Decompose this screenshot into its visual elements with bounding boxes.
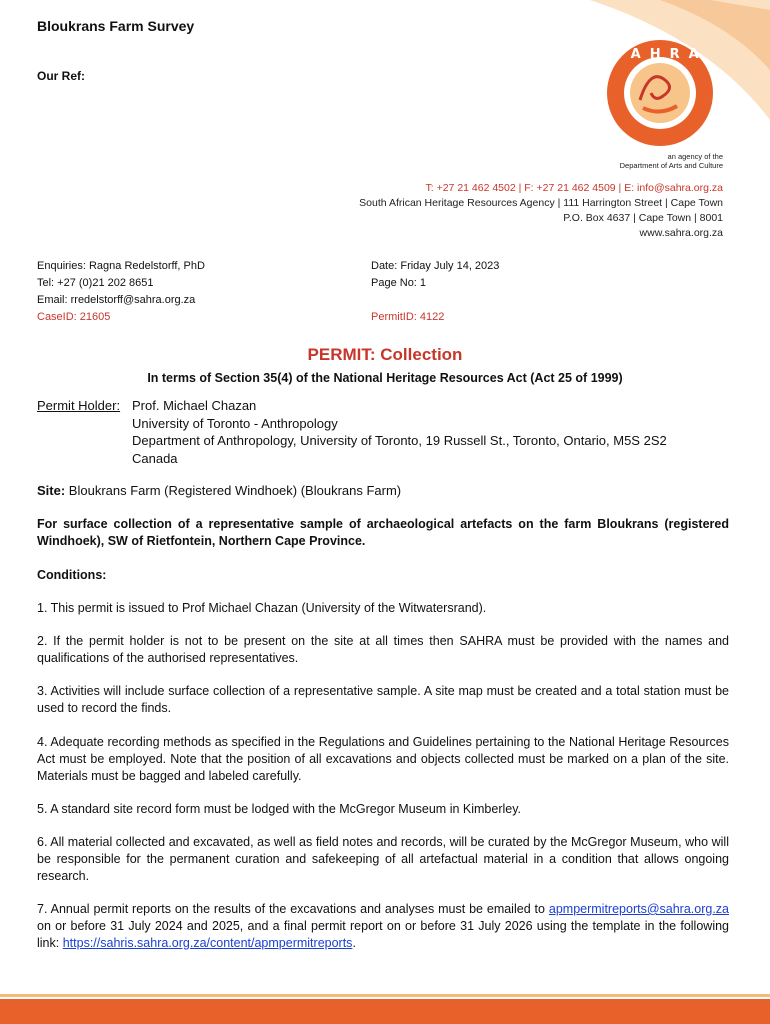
permit-title: PERMIT: Collection — [307, 345, 463, 364]
our-ref-label: Our Ref: — [37, 69, 85, 83]
report-email-link[interactable]: apmpermitreports@sahra.org.za — [548, 902, 729, 916]
enquiries: Enquiries: Ragna Redelstorff, PhD — [37, 260, 205, 272]
holder-address: Department of Anthropology, University of Toronto, 19 Russell St., Toronto, Ontario, M5S 2S2 — [132, 433, 667, 448]
contact-phone-email: T: +27 21 462 4502 | F: +27 21 462 4509 | E: info@sahra.org.za — [425, 182, 723, 194]
holder-country: Canada — [132, 450, 178, 466]
date: Date: Friday July 14, 2023 — [371, 260, 500, 272]
permit-holder-block — [37, 397, 667, 467]
contact-website[interactable]: www.sahra.org.za — [639, 227, 723, 239]
condition-2: 2. If the permit holder is not to be present on the site at all times then SAHRA must be provided with the names and qualifications of the authorised representatives. — [37, 634, 729, 665]
conditions-heading: Conditions: — [37, 568, 107, 582]
condition-6: 6. All material collected and excavated, as well as field notes and records, will be curated by the McGregor Museum, who will be responsible for the permanent curation and safekeeping of all artefactual material in a condition that allows ongoing research. — [37, 835, 729, 883]
telephone: Tel: +27 (0)21 202 8651 — [37, 277, 154, 289]
agency-line-2: Department of Arts and Culture — [619, 161, 723, 170]
condition-3: 3. Activities will include surface collection of a representative sample. A site map must be created and a total station must be used to record the finds. — [37, 684, 729, 715]
permit-purpose: For surface collection of a representative sample of archaeological artefacts on the farm Bloukrans (registered Windhoek), SW of Rietfontein, Northern Cape Province. — [37, 517, 729, 548]
holder-name: Prof. Michael Chazan — [132, 398, 257, 413]
permit-holder-label: Permit Holder: — [37, 398, 121, 413]
contact-address: South African Heritage Resources Agency | 111 Harrington Street | Cape Town — [359, 197, 723, 209]
condition-4: 4. Adequate recording methods as specified in the Regulations and Guidelines pertaining to the National Heritage Resources Act must be employed. Note that the position of all excavations and objects collected must be marked on a plan of the site. Materials must be bagged and labeled carefully. — [37, 735, 729, 783]
footer-stripe-light — [0, 994, 770, 997]
email: Email: rredelstorff@sahra.org.za — [37, 294, 196, 306]
condition-7-text-b: on or before 31 July 2024 and 2025, and a final permit report on or before 31 July 2026 using the template in the following link: — [37, 919, 729, 950]
case-id: CaseID: 21605 — [37, 311, 111, 323]
permit-subtitle: In terms of Section 35(4) of the National Heritage Resources Act (Act 25 of 1999) — [147, 371, 623, 385]
report-template-link[interactable]: https://sahris.sahra.org.za/content/apmpermitreports — [62, 936, 353, 950]
survey-title: Bloukrans Farm Survey — [37, 18, 195, 34]
site-label: Site: — [37, 483, 66, 498]
sahra-logo — [605, 38, 715, 148]
contact-po-box: P.O. Box 4637 | Cape Town | 8001 — [563, 212, 723, 224]
agency-line-1: an agency of the — [667, 152, 723, 161]
holder-institution: University of Toronto - Anthropology — [132, 415, 338, 431]
footer-stripe-orange — [0, 999, 770, 1024]
site-line — [37, 483, 401, 498]
site-value: Bloukrans Farm (Registered Windhoek) (Bloukrans Farm) — [68, 483, 402, 498]
condition-7-text-a: 7. Annual permit reports on the results of the excavations and analyses must be emailed to — [37, 902, 545, 916]
permit-id: PermitID: 4122 — [371, 311, 445, 323]
condition-1: 1. This permit is issued to Prof Michael Chazan (University of the Witwatersrand). — [37, 601, 487, 615]
condition-7 — [37, 901, 729, 952]
condition-5: 5. A standard site record form must be lodged with the McGregor Museum in Kimberley. — [37, 802, 522, 816]
page-number: Page No: 1 — [371, 277, 427, 289]
svg-text:SAHRA: SAHRA — [612, 47, 708, 62]
condition-7-end: . — [352, 936, 356, 950]
